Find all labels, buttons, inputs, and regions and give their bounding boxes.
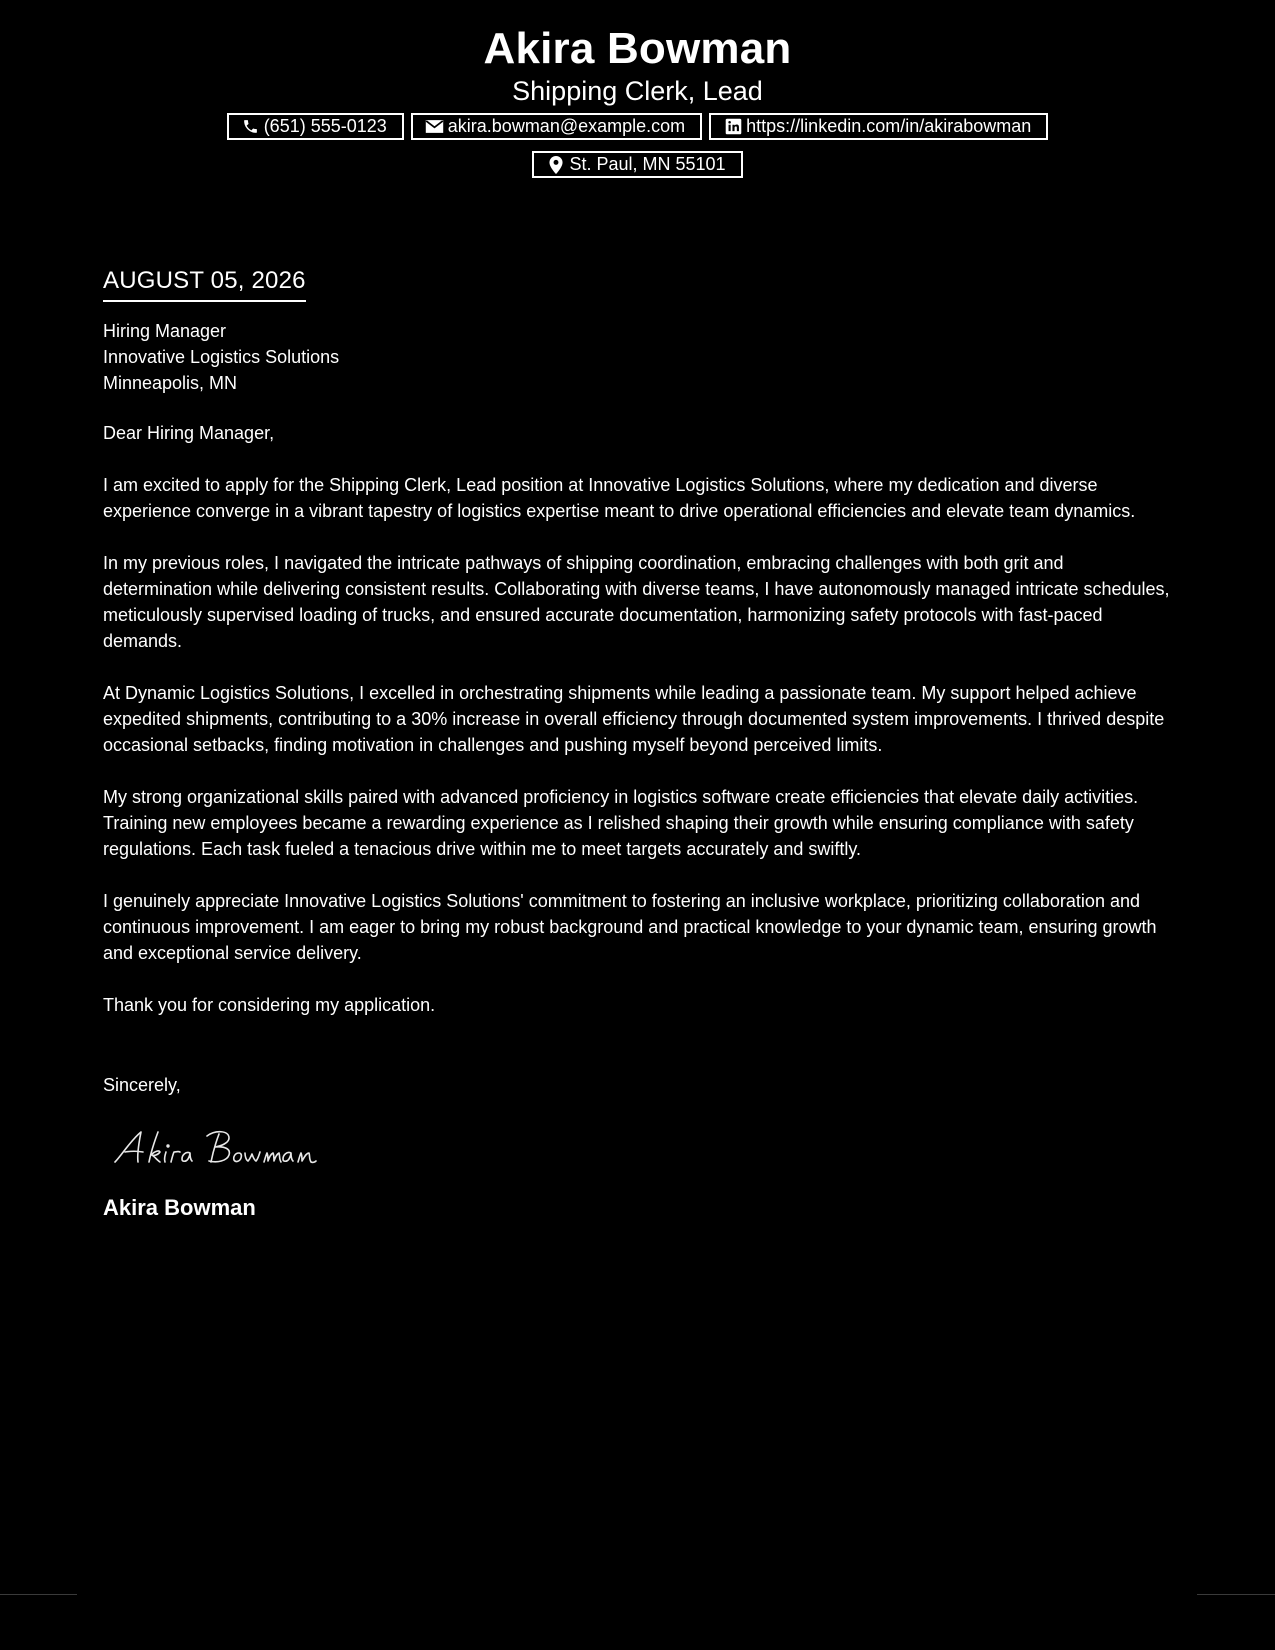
phone-text: (651) 555-0123 — [263, 116, 387, 136]
applicant-name: Akira Bowman — [483, 24, 792, 73]
recipient-company: Innovative Logistics Solutions — [103, 347, 340, 367]
body-paragraph: I am excited to apply for the Shipping Clerk, Lead position at Innovative Logistics Solutions, where my dedication and diverse experience converge in a vibrant tapestry of logistics expertise meant to drive operational efficiencies and elevate team dynamics. — [103, 475, 1136, 521]
phone-icon — [241, 118, 261, 136]
body-paragraph: In my previous roles, I navigated the intricate pathways of shipping coordination, embracing challenges with both grit and determination while delivering consistent results. Collaborating with diverse teams, I have autonomously managed intricate schedules, meticulously supervised loading of trucks, and ensured accurate documentation, harmonizing safety protocols with fast-paced demands. — [103, 553, 1170, 651]
email-text: akira.bowman@example.com — [447, 116, 686, 136]
envelope-icon — [425, 118, 445, 136]
body-paragraph: At Dynamic Logistics Solutions, I excelled in orchestrating shipments while leading a passionate team. My support helped achieve expedited shipments, contributing to a 30% increase in overall efficiency through documented system improvements. I thrived despite occasional setbacks, finding motivation in challenges and pushing myself beyond perceived limits. — [103, 683, 1165, 755]
closing-line: Sincerely, — [103, 1075, 181, 1095]
email-contact[interactable] — [411, 113, 702, 140]
recipient-location: Minneapolis, MN — [103, 373, 238, 393]
body-paragraph: I genuinely appreciate Innovative Logistics Solutions' commitment to fostering an inclusive workplace, prioritizing collaboration and continuous improvement. I am eager to bring my robust background and practical knowledge to your dynamic team, ensuring growth and exceptional service delivery. — [103, 891, 1157, 963]
recipient-name: Hiring Manager — [103, 321, 227, 341]
thank-you-line: Thank you for considering my application. — [103, 995, 436, 1015]
linkedin-contact[interactable] — [709, 113, 1048, 140]
contact-row-primary — [0, 113, 1275, 140]
handwritten-signature — [111, 1122, 1181, 1182]
linkedin-icon — [723, 118, 743, 136]
applicant-job-title: Shipping Clerk, Lead — [512, 76, 763, 106]
recipient-block — [103, 318, 1173, 396]
body-paragraph: My strong organizational skills paired with advanced proficiency in logistics software create efficiencies that elevate daily activities. Training new employees became a rewarding experience as I relished shaping their growth while ensuring compliance with safety regulations. Each task fueled a tenacious drive within me to meet targets accurately and swiftly. — [103, 787, 1139, 859]
signer-name: Akira Bowman — [103, 1195, 256, 1220]
letter-date: AUGUST 05, 2026 — [103, 264, 306, 302]
salutation: Dear Hiring Manager, — [103, 423, 275, 443]
footer-rule-right — [1197, 1594, 1275, 1595]
location-contact — [532, 151, 742, 178]
linkedin-text: https://linkedin.com/in/akirabowman — [746, 116, 1032, 136]
letter-header — [0, 22, 1275, 106]
map-pin-icon — [546, 156, 566, 174]
location-text: St. Paul, MN 55101 — [569, 154, 726, 174]
phone-contact[interactable] — [227, 113, 404, 140]
footer-rule-left — [0, 1594, 77, 1595]
letter-body — [103, 264, 1173, 1222]
contact-row-secondary — [0, 151, 1275, 178]
